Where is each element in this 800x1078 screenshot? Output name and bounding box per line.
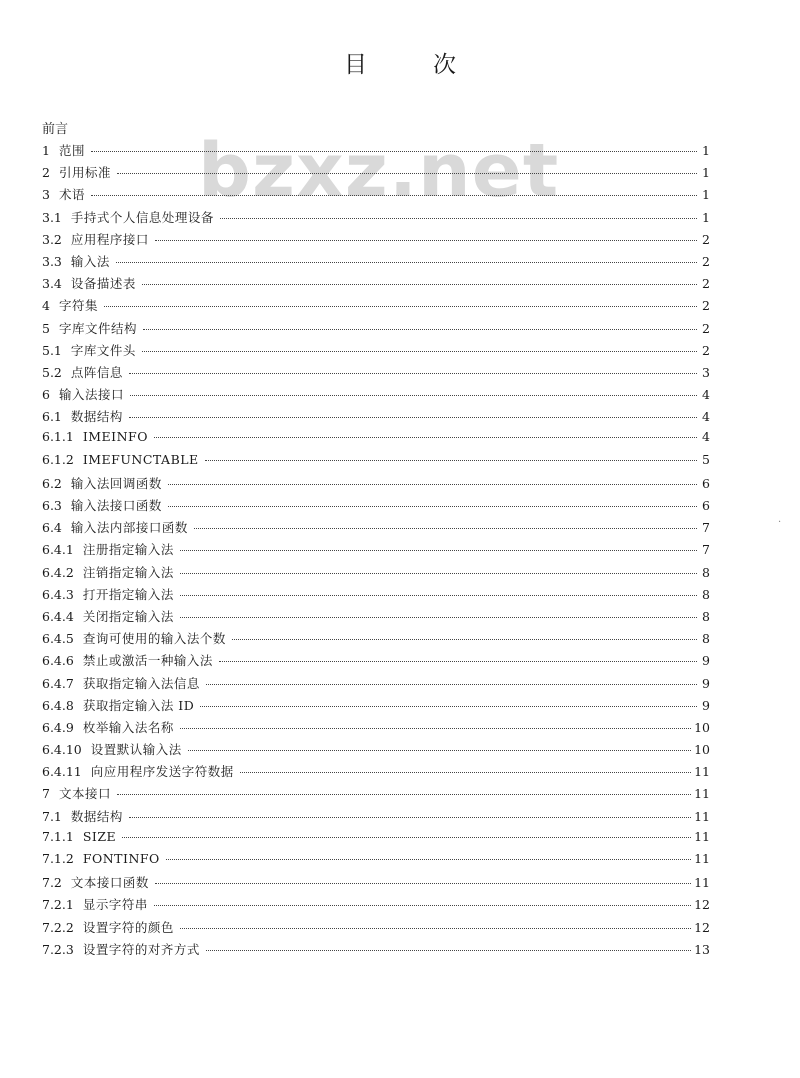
- toc-entry: [42, 341, 710, 363]
- toc-entry-number: 1: [42, 143, 50, 158]
- toc-entry-number: 5: [42, 320, 50, 336]
- toc-entry-number: 6.4: [42, 520, 62, 536]
- toc-entry-number: 6.4.6: [42, 653, 74, 669]
- toc-dot-leader: [129, 816, 691, 818]
- toc-dot-leader: [232, 638, 697, 640]
- toc-entry-label: 输入法接口: [58, 387, 124, 403]
- toc-entry-number: 4: [42, 298, 50, 314]
- toc-entry-page: 9: [702, 675, 710, 691]
- toc-entry: [42, 452, 710, 474]
- toc-entry: [42, 540, 710, 562]
- toc-dot-leader: [154, 436, 697, 438]
- toc-entry-label: 设置字符的对齐方式: [82, 941, 200, 957]
- toc-entry-label: 查询可使用的输入法个数: [82, 631, 226, 647]
- toc-entry-page: 12: [694, 897, 710, 913]
- toc-entry-label: 关闭指定输入法: [82, 608, 174, 624]
- toc-entry-page: 11: [694, 828, 710, 844]
- toc-dot-leader: [155, 882, 691, 884]
- toc-entry-number: 7.2.2: [42, 919, 74, 935]
- toc-entry-page: 10: [694, 719, 710, 735]
- toc-entry-label: 设置字符的颜色: [82, 919, 174, 935]
- toc-dot-leader: [205, 459, 697, 461]
- toc-entry: [42, 940, 710, 962]
- table-of-contents: [42, 141, 710, 962]
- toc-entry: [42, 163, 710, 185]
- toc-entry-number: 3.1: [42, 209, 62, 225]
- toc-entry-label: 注销指定输入法: [82, 564, 174, 580]
- toc-entry-label: 枚举输入法名称: [82, 719, 174, 735]
- toc-entry: [42, 296, 710, 318]
- toc-dot-leader: [166, 858, 691, 860]
- toc-entry-label: 引用标准: [58, 165, 111, 181]
- toc-entry-number: 6.1: [42, 409, 62, 425]
- toc-entry: [42, 474, 710, 496]
- toc-entry-page: 2: [702, 298, 710, 314]
- toc-entry: [42, 185, 710, 207]
- toc-entry-number: 7.2.3: [42, 941, 74, 957]
- toc-entry-label: 向应用程序发送字符数据: [90, 764, 234, 780]
- toc-dot-leader: [155, 239, 697, 241]
- toc-entry-label: 输入法接口函数: [70, 498, 162, 513]
- toc-entry: [42, 674, 710, 696]
- toc-entry-number: 3.3: [42, 253, 62, 269]
- toc-entry-page: 6: [702, 475, 710, 491]
- toc-dot-leader: [180, 927, 691, 929]
- toc-entry-page: 5: [702, 451, 710, 467]
- toc-entry-page: 2: [702, 320, 710, 336]
- toc-dot-leader: [188, 749, 691, 751]
- toc-entry: [42, 784, 710, 806]
- toc-entry-label: 数据结构: [70, 409, 123, 425]
- toc-entry-label: 获取指定输入法信息: [82, 675, 200, 691]
- toc-entry-label: 术语: [58, 187, 85, 203]
- toc-entry-label: 应用程序接口: [70, 231, 149, 247]
- toc-entry-label: 字符集: [58, 298, 98, 314]
- toc-entry: [42, 496, 710, 518]
- toc-entry-page: 6: [702, 498, 710, 513]
- toc-entry-number: 6.4.5: [42, 631, 74, 647]
- toc-entry-label: 禁止或激活一种输入法: [82, 653, 213, 669]
- toc-entry-number: 6.4.7: [42, 675, 74, 691]
- toc-entry: [42, 829, 710, 851]
- toc-entry-label: IMEFUNCTABLE: [82, 451, 199, 467]
- toc-entry-page: 1: [702, 143, 710, 158]
- toc-entry-page: 8: [702, 586, 710, 602]
- toc-entry: [42, 407, 710, 429]
- toc-dot-leader: [117, 172, 697, 174]
- toc-dot-leader: [117, 793, 691, 795]
- page-title: [0, 46, 800, 79]
- toc-entry-page: 8: [702, 631, 710, 647]
- toc-entry-label: IMEINFO: [82, 429, 148, 445]
- toc-entry-label: 字库文件结构: [58, 320, 137, 336]
- toc-entry-page: 4: [702, 429, 710, 445]
- toc-entry-number: 3.4: [42, 276, 62, 292]
- toc-entry-page: 2: [702, 276, 710, 292]
- toc-entry-page: 7: [702, 520, 710, 536]
- toc-entry-number: 2: [42, 165, 50, 181]
- toc-entry-label: 显示字符串: [82, 897, 148, 913]
- toc-entry-label: 注册指定输入法: [82, 542, 174, 558]
- toc-entry: [42, 895, 710, 917]
- toc-entry-number: 6.4.9: [42, 719, 74, 735]
- toc-entry-page: 2: [702, 342, 710, 358]
- toc-entry: [42, 607, 710, 629]
- toc-entry-page: 11: [694, 851, 710, 866]
- toc-dot-leader: [180, 572, 697, 574]
- toc-entry-number: 6.4.1: [42, 542, 74, 558]
- toc-preface: 前言: [42, 122, 69, 137]
- toc-entry-page: 3: [702, 364, 710, 380]
- toc-entry-label: 输入法: [70, 253, 110, 269]
- toc-entry-label: 设备描述表: [70, 276, 136, 292]
- toc-dot-leader: [168, 483, 697, 485]
- toc-entry: [42, 718, 710, 740]
- toc-entry-page: 11: [694, 808, 710, 824]
- toc-dot-leader: [180, 549, 697, 551]
- toc-dot-leader: [142, 283, 697, 285]
- toc-entry-label: FONTINFO: [82, 851, 160, 866]
- margin-mark: ·: [778, 517, 782, 528]
- toc-entry-page: 1: [702, 209, 710, 225]
- toc-entry: [42, 762, 710, 784]
- toc-dot-leader: [143, 328, 697, 330]
- toc-entry-label: 设置默认输入法: [90, 742, 182, 758]
- toc-entry-page: 7: [702, 542, 710, 558]
- toc-dot-leader: [200, 705, 697, 707]
- toc-dot-leader: [91, 194, 697, 196]
- toc-entry-number: 6.4.2: [42, 564, 74, 580]
- toc-entry-number: 6.4.11: [42, 764, 82, 780]
- toc-entry: [42, 429, 710, 451]
- toc-entry-page: 2: [702, 253, 710, 269]
- toc-entry-label: 文本接口函数: [70, 875, 149, 891]
- toc-dot-leader: [168, 505, 697, 507]
- toc-dot-leader: [240, 771, 691, 773]
- toc-dot-leader: [219, 660, 697, 662]
- toc-entry-page: 1: [702, 187, 710, 203]
- toc-entry-page: 1: [702, 165, 710, 181]
- toc-dot-leader: [154, 904, 691, 906]
- toc-entry-page: 9: [702, 653, 710, 669]
- toc-entry: [42, 385, 710, 407]
- toc-dot-leader: [129, 416, 697, 418]
- title-char-2: 次: [433, 52, 456, 78]
- toc-entry-label: 手持式个人信息处理设备: [70, 209, 214, 225]
- toc-dot-leader: [116, 261, 697, 263]
- toc-entry: [42, 141, 710, 163]
- toc-entry-label: 获取指定输入法 ID: [82, 697, 195, 713]
- toc-entry-number: 6.4.10: [42, 742, 82, 758]
- toc-entry: [42, 563, 710, 585]
- toc-entry: [42, 252, 710, 274]
- toc-dot-leader: [206, 949, 691, 951]
- toc-entry-page: 9: [702, 697, 710, 713]
- toc-entry-number: 6.2: [42, 475, 62, 491]
- toc-entry: [42, 807, 710, 829]
- toc-entry-number: 7.2.1: [42, 897, 74, 913]
- toc-dot-leader: [129, 372, 697, 374]
- toc-entry: [42, 319, 710, 341]
- toc-entry-label: 字库文件头: [70, 342, 136, 358]
- toc-entry-page: 12: [694, 919, 710, 935]
- toc-dot-leader: [91, 150, 697, 152]
- toc-entry-number: 3.2: [42, 231, 62, 247]
- toc-entry-page: 11: [694, 786, 710, 802]
- toc-entry-number: 7: [42, 786, 50, 802]
- toc-dot-leader: [194, 527, 697, 529]
- toc-entry-number: 3: [42, 187, 50, 203]
- toc-entry: [42, 274, 710, 296]
- toc-dot-leader: [220, 217, 697, 219]
- toc-entry: [42, 208, 710, 230]
- toc-entry-number: 7.1.1: [42, 828, 74, 844]
- toc-dot-leader: [130, 394, 697, 396]
- toc-entry-label: 文本接口: [58, 786, 111, 802]
- toc-entry-label: 输入法回调函数: [70, 475, 162, 491]
- toc-entry-page: 8: [702, 564, 710, 580]
- toc-entry: [42, 918, 710, 940]
- toc-dot-leader: [180, 594, 697, 596]
- watermark: bzxz.net: [198, 128, 560, 214]
- toc-entry: [42, 629, 710, 651]
- toc-entry-number: 7.1: [42, 808, 62, 824]
- toc-entry-number: 7.2: [42, 875, 62, 891]
- toc-dot-leader: [206, 683, 697, 685]
- toc-entry: [42, 230, 710, 252]
- toc-entry-page: 11: [694, 764, 710, 780]
- toc-dot-leader: [180, 727, 691, 729]
- toc-entry-label: 点阵信息: [70, 364, 123, 380]
- toc-entry-label: SIZE: [82, 828, 117, 844]
- toc-entry-page: 2: [702, 231, 710, 247]
- toc-entry: [42, 851, 710, 873]
- toc-entry: [42, 518, 710, 540]
- toc-entry-number: 6.4.3: [42, 586, 74, 602]
- title-char-1: 目: [344, 52, 367, 78]
- toc-entry: [42, 740, 710, 762]
- toc-entry-page: 4: [702, 409, 710, 425]
- toc-entry-number: 5.1: [42, 342, 62, 358]
- toc-dot-leader: [180, 616, 697, 618]
- toc-entry-label: 输入法内部接口函数: [70, 520, 188, 536]
- toc-entry-page: 13: [694, 941, 710, 957]
- toc-dot-leader: [104, 305, 697, 307]
- toc-entry-number: 6.4.4: [42, 608, 74, 624]
- toc-entry-page: 8: [702, 608, 710, 624]
- toc-entry: [42, 651, 710, 673]
- toc-entry: [42, 363, 710, 385]
- toc-entry-label: 打开指定输入法: [82, 586, 174, 602]
- toc-entry: [42, 585, 710, 607]
- toc-entry-number: 6.1.1: [42, 429, 74, 445]
- toc-dot-leader: [142, 350, 697, 352]
- toc-entry-number: 6.3: [42, 498, 62, 513]
- toc-entry-number: 5.2: [42, 364, 62, 380]
- toc-entry-label: 范围: [58, 143, 85, 158]
- toc-entry-number: 7.1.2: [42, 851, 74, 866]
- toc-entry-page: 4: [702, 387, 710, 403]
- toc-entry-number: 6.1.2: [42, 451, 74, 467]
- toc-dot-leader: [122, 836, 691, 838]
- toc-entry-page: 11: [694, 875, 710, 891]
- toc-entry-page: 10: [694, 742, 710, 758]
- toc-entry-number: 6.4.8: [42, 697, 74, 713]
- toc-entry-label: 数据结构: [70, 808, 123, 824]
- toc-entry-number: 6: [42, 387, 50, 403]
- toc-entry: [42, 696, 710, 718]
- toc-entry: [42, 873, 710, 895]
